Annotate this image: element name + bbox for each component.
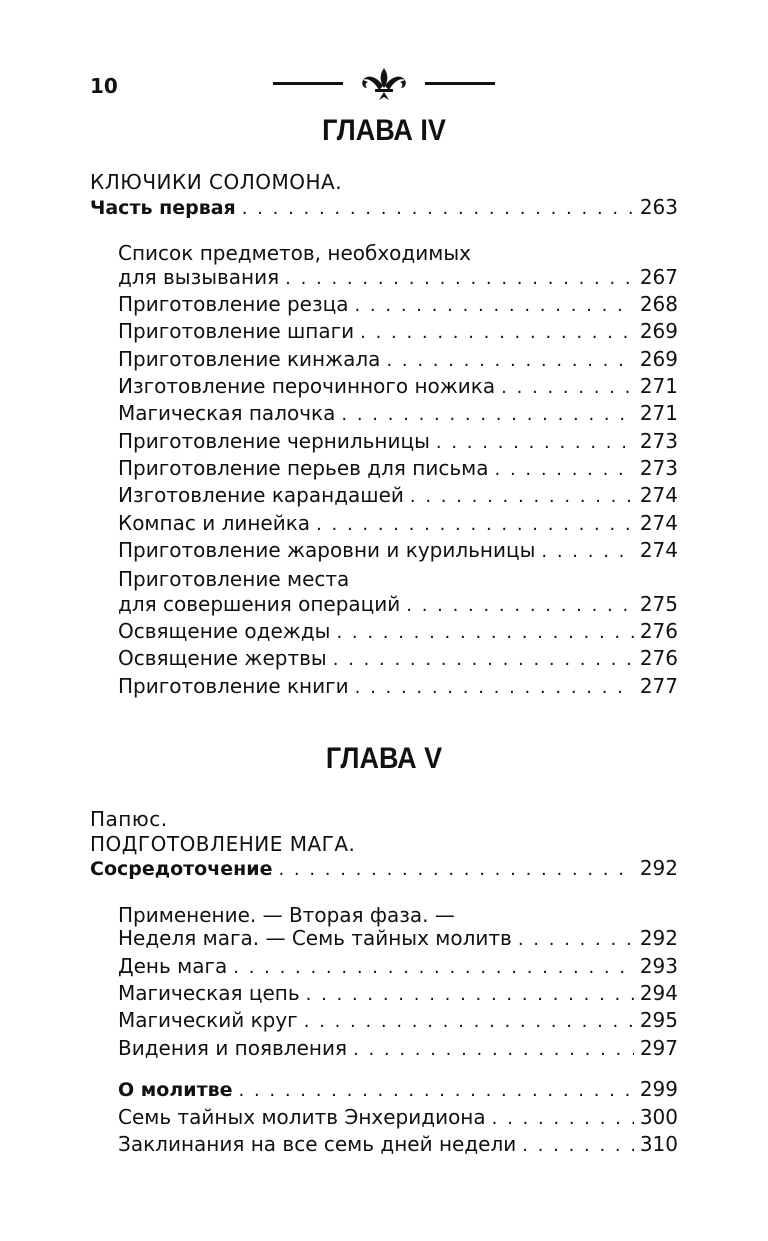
- toc-leader-dots: [541, 538, 633, 565]
- toc-leader-dots: [285, 265, 634, 292]
- toc-entry-page: 274: [639, 538, 678, 562]
- toc-entry-page: 297: [639, 1036, 678, 1060]
- toc-entry: [118, 645, 678, 672]
- toc-part-entry: [118, 1076, 678, 1103]
- chapter-4-heading: КЛЮЧИКИ СОЛОМОНА.: [90, 170, 343, 194]
- toc-entry-title: Магическая палочка: [118, 401, 336, 425]
- toc-entry-title: Изготовление карандашей: [118, 483, 404, 507]
- toc-entry: [118, 1131, 678, 1158]
- toc-entry-page: 295: [639, 1008, 678, 1032]
- chapter-4-title: ГЛАВА IV: [322, 114, 446, 147]
- toc-entry-title: Часть первая: [90, 197, 236, 219]
- toc-entry-title-line1: Применение. — Вторая фаза. —: [118, 903, 455, 927]
- toc-entry: [118, 264, 678, 291]
- header-ornament: [273, 66, 495, 102]
- toc-leader-dots: [341, 401, 633, 428]
- toc-leader-dots: [306, 981, 634, 1008]
- toc-entry-page: 274: [639, 483, 678, 507]
- toc-entry-page: 292: [639, 856, 678, 880]
- toc-leader-dots: [278, 856, 633, 883]
- ornament-line-right: [425, 82, 495, 85]
- toc-entry: [118, 510, 678, 537]
- fleur-de-lis-ornament-icon: [359, 66, 409, 102]
- toc-entry-title: Сосредоточение: [90, 858, 273, 880]
- toc-entry-page: 269: [639, 319, 678, 343]
- toc-entry: [118, 673, 678, 700]
- toc-leader-dots: [355, 674, 634, 701]
- toc-entry-page: 276: [639, 646, 678, 670]
- toc-entry-page: 300: [639, 1105, 678, 1129]
- toc-leader-dots: [239, 1077, 634, 1104]
- toc-entry-page: 267: [639, 265, 678, 289]
- toc-entry: [118, 925, 678, 952]
- toc-leader-dots: [304, 1008, 634, 1035]
- toc-entry: [118, 1007, 678, 1034]
- chapter-5-author: Папюс.: [90, 807, 168, 831]
- toc-entry-title: для вызывания: [118, 265, 280, 289]
- toc-entry-page: 271: [639, 401, 678, 425]
- toc-entry-page: 275: [639, 592, 678, 616]
- toc-entry-page: 273: [639, 456, 678, 480]
- toc-entry-title: Семь тайных молитв Энхеридиона: [118, 1105, 486, 1129]
- toc-entry-title: Приготовление перьев для письма: [118, 456, 489, 480]
- ornament-line-left: [273, 82, 343, 85]
- toc-leader-dots: [336, 619, 633, 646]
- toc-entry-title: Неделя мага. — Семь тайных молитв: [118, 926, 512, 950]
- toc-entry: [118, 591, 678, 618]
- toc-leader-dots: [353, 1036, 634, 1063]
- toc-entry-page: 294: [639, 981, 678, 1005]
- chapter-5-heading: ПОДГОТОВЛЕНИЕ МАГА.: [90, 832, 356, 856]
- toc-entry: [118, 373, 678, 400]
- toc-entry-title: Приготовление жаровни и курильницы: [118, 538, 536, 562]
- toc-entry-page: 271: [639, 374, 678, 398]
- toc-entry: [118, 291, 678, 318]
- toc-leader-dots: [492, 1105, 634, 1132]
- toc-entry-title: Приготовление чернильницы: [118, 429, 430, 453]
- toc-entry: [118, 1035, 678, 1062]
- toc-leader-dots: [242, 195, 634, 222]
- toc-entry-page: 292: [639, 926, 678, 950]
- toc-entry-page: 276: [639, 619, 678, 643]
- toc-entry: [118, 318, 678, 345]
- toc-entry-page: 299: [639, 1077, 678, 1101]
- chapter-5-title: ГЛАВА V: [325, 742, 443, 775]
- toc-entry-title: Магический круг: [118, 1008, 298, 1032]
- toc-leader-dots: [518, 926, 634, 953]
- toc-leader-dots: [495, 456, 634, 483]
- toc-entry: [118, 455, 678, 482]
- toc-entry: [118, 618, 678, 645]
- toc-leader-dots: [406, 592, 634, 619]
- toc-entry: [118, 428, 678, 455]
- toc-entry-title-line1: Список предметов, необходимых: [118, 241, 471, 265]
- toc-entry: [118, 953, 678, 980]
- toc-leader-dots: [501, 374, 634, 401]
- toc-entry-page: 268: [639, 292, 678, 316]
- toc-leader-dots: [386, 347, 633, 374]
- toc-leader-dots: [522, 1132, 634, 1159]
- toc-part-entry: [90, 194, 678, 221]
- toc-entry-title: Приготовление книги: [118, 674, 349, 698]
- page-number: 10: [90, 74, 118, 98]
- toc-entry-page: 277: [639, 674, 678, 698]
- toc-entry-title: Приготовление резца: [118, 292, 349, 316]
- toc-leader-dots: [354, 292, 633, 319]
- toc-leader-dots: [316, 511, 634, 538]
- toc-entry-page: 269: [639, 347, 678, 371]
- toc-leader-dots: [360, 319, 634, 346]
- toc-entry: [118, 482, 678, 509]
- toc-entry-title: Видения и появления: [118, 1036, 347, 1060]
- toc-entry-title: Компас и линейка: [118, 511, 311, 535]
- toc-entry-title: Освящение одежды: [118, 619, 331, 643]
- toc-entry-page: 263: [639, 195, 678, 219]
- toc-entry-title: День мага: [118, 954, 228, 978]
- toc-leader-dots: [410, 483, 634, 510]
- toc-entry-title: Магическая цепь: [118, 981, 300, 1005]
- toc-entry-title: Изготовление перочинного ножика: [118, 374, 496, 398]
- toc-entry-title: Освящение жертвы: [118, 646, 327, 670]
- toc-leader-dots: [333, 646, 634, 673]
- toc-entry-title: Приготовление кинжала: [118, 347, 381, 371]
- toc-entry-title: для совершения операций: [118, 592, 401, 616]
- toc-entry-page: 293: [639, 954, 678, 978]
- toc-entry-page: 273: [639, 429, 678, 453]
- toc-entry: [118, 537, 678, 564]
- toc-entry-title: О молитве: [118, 1079, 233, 1101]
- toc-entry-title: Приготовление шпаги: [118, 319, 355, 343]
- toc-entry: [118, 346, 678, 373]
- toc-part-entry: [90, 855, 678, 882]
- toc-leader-dots: [233, 954, 634, 981]
- toc-leader-dots: [436, 429, 634, 456]
- toc-entry-title: Заклинания на все семь дней недели: [118, 1132, 517, 1156]
- toc-entry-page: 274: [639, 511, 678, 535]
- toc-entry-page: 310: [639, 1132, 678, 1156]
- toc-entry: [118, 400, 678, 427]
- toc-entry: [118, 980, 678, 1007]
- toc-entry: [118, 1104, 678, 1131]
- toc-entry-title-line1: Приготовление места: [118, 567, 350, 591]
